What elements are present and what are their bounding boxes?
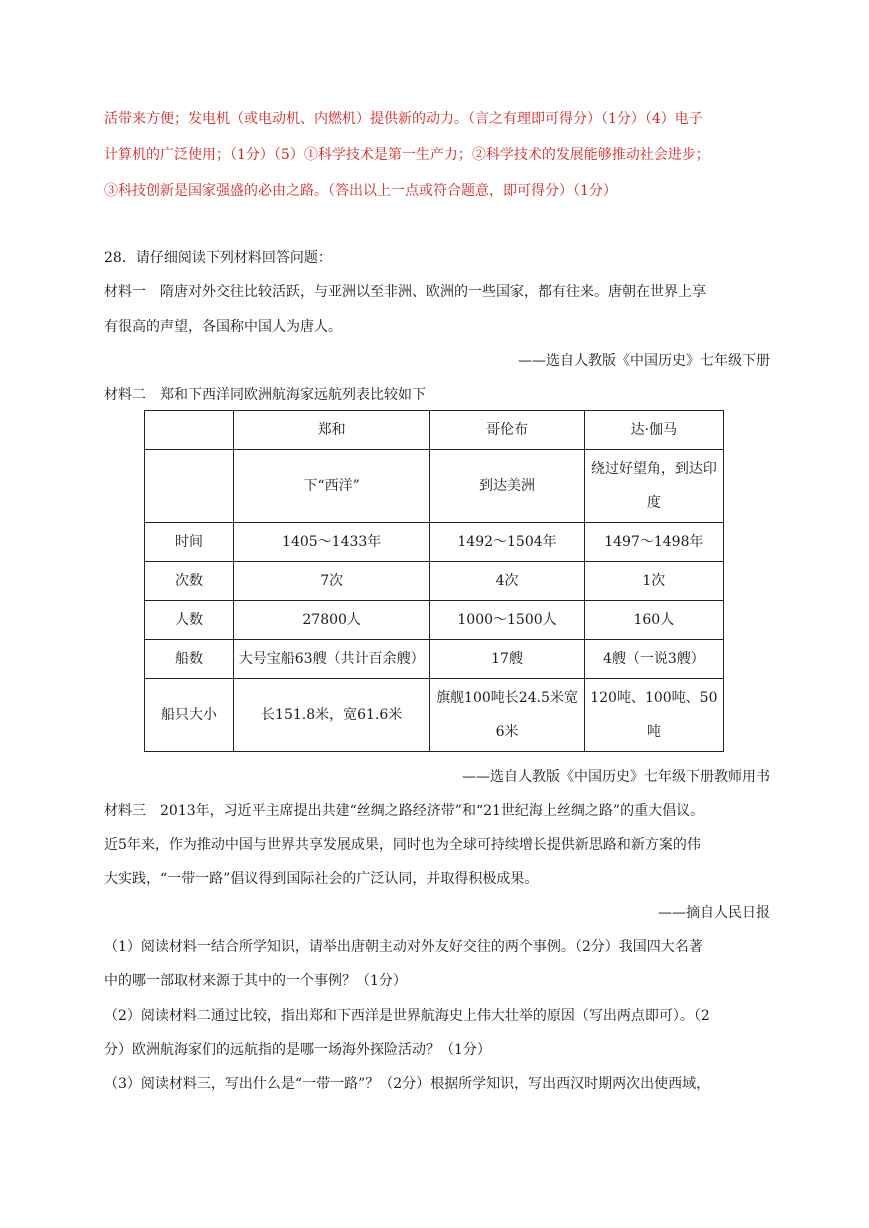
table-cell: 长151.8米，宽61.6米 — [234, 679, 430, 752]
table-row — [145, 562, 724, 601]
table-row — [145, 523, 724, 562]
table-cell — [145, 450, 234, 523]
table-cell: 7次 — [234, 562, 430, 601]
material2-heading: 材料二 郑和下西洋同欧洲航海家远航列表比较如下 — [104, 387, 426, 403]
table-cell: 17艘 — [430, 640, 584, 679]
voyage-comparison-table — [144, 410, 724, 752]
material2-source: ——选自人教版《中国历史》七年级下册教师用书 — [462, 769, 770, 785]
question-line: （3）阅读材料三，写出什么是“一带一路”？（2分）根据所学知识，写出西汉时期两次出使西域， — [104, 1076, 711, 1092]
question-line: （2）阅读材料二通过比较，指出郑和下西洋是世界航海史上伟大壮举的原因（写出两点即可）。（2 — [104, 1008, 710, 1024]
table-cell: 4次 — [430, 562, 584, 601]
material3-line: 近5年来，作为推动中国与世界共享发展成果，同时也为全球可持续增长提供新思路和新方案的伟 — [104, 837, 701, 853]
answer-line: 活带来方便；发电机（或电动机、内燃机）提供新的动力。（言之有理即可得分）（1分）（4）电子 — [104, 111, 703, 127]
table-cell: 160人 — [584, 601, 723, 640]
table-cell: 1492～1504年 — [430, 523, 584, 562]
table-cell: 27800人 — [234, 601, 430, 640]
question-title: 28．请仔细阅读下列材料回答问题： — [104, 250, 332, 266]
question-line: 中的哪一部取材来源于其中的一个事例？（1分） — [104, 973, 407, 989]
table-cell: 绕过好望角，到达印度 — [584, 450, 723, 523]
answer-line: 计算机的广泛使用；（1分）（5）①科学技术是第一生产力；②科学技术的发展能够推动社会进步； — [104, 147, 710, 163]
table-cell: 到达美洲 — [430, 450, 584, 523]
table-cell: 人数 — [145, 601, 234, 640]
table-cell: 1000～1500人 — [430, 601, 584, 640]
table-cell: 1405～1433年 — [234, 523, 430, 562]
table-cell: 哥伦布 — [430, 411, 584, 450]
table-cell: 大号宝船63艘（共计百余艘） — [234, 640, 430, 679]
answer-line: ③科技创新是国家强盛的必由之路。（答出以上一点或符合题意，即可得分）（1分） — [104, 183, 617, 199]
table-cell: 船只大小 — [145, 679, 234, 752]
table-cell: 达·伽马 — [584, 411, 723, 450]
table-cell: 1次 — [584, 562, 723, 601]
material1-line: 材料一 隋唐对外交往比较活跃，与亚洲以至非洲、欧洲的一些国家，都有往来。唐朝在世界上享 — [104, 284, 706, 300]
table-header-row — [145, 411, 724, 450]
question-line: 分）欧洲航海家们的远航指的是哪一场海外探险活动？（1分） — [104, 1042, 491, 1058]
table-row — [145, 679, 724, 752]
table-cell — [145, 411, 234, 450]
table-cell: 时间 — [145, 523, 234, 562]
material1-line: 有很高的声望，各国称中国人为唐人。 — [104, 319, 342, 335]
table-cell: 郑和 — [234, 411, 430, 450]
table-cell: 下“西洋” — [234, 450, 430, 523]
table-row — [145, 601, 724, 640]
material3-source: ——摘自人民日报 — [658, 905, 770, 921]
table-row — [145, 450, 724, 523]
table-cell: 船数 — [145, 640, 234, 679]
question-line: （1）阅读材料一结合所学知识，请举出唐朝主动对外友好交往的两个事例。（2分）我国四大名著 — [104, 939, 703, 955]
material3-line: 大实践，“一带一路”倡议得到国际社会的广泛认同，并取得积极成果。 — [104, 871, 539, 887]
table-cell: 120吨、100吨、50吨 — [584, 679, 723, 752]
material1-source: ——选自人教版《中国历史》七年级下册 — [518, 353, 770, 369]
table-cell: 旗舰100吨长24.5米宽6米 — [430, 679, 584, 752]
table-cell: 1497～1498年 — [584, 523, 723, 562]
material3-line: 材料三 2013年，习近平主席提出共建“丝绸之路经济带”和“21世纪海上丝绸之路”的重大倡议。 — [104, 803, 705, 819]
table-cell: 4艘（一说3艘） — [584, 640, 723, 679]
table-cell: 次数 — [145, 562, 234, 601]
table-row — [145, 640, 724, 679]
